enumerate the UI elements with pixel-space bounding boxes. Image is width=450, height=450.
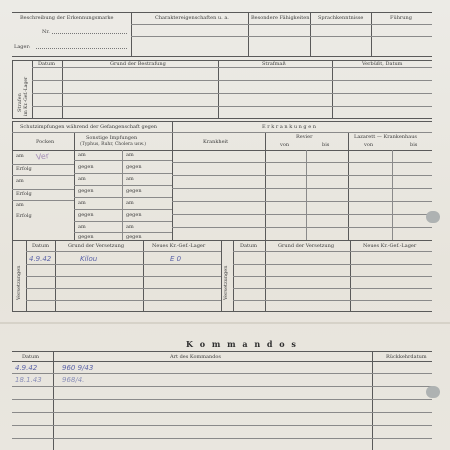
other-against-3b: gegen [126,212,142,218]
command-row-2-type: 968/4. [62,376,85,384]
header-character-label: Charaktereigenschaften u. a. [155,15,229,21]
vaccinations-heading: Schutzimpfungen während der Gefangenschaft gegen [20,124,158,130]
other-date-1b: am [126,152,134,158]
smallpox-result-1: Erfolg [16,166,32,172]
commands-title: K o m m a n d o s [186,339,298,349]
transfers-date-header-left: Datum [32,243,49,249]
transfers-reason-header-left: Grund der Versetzung [68,243,125,249]
command-row-1-date: 4.9.42 [15,364,38,372]
transfer-entry-newcamp: E 0 [170,255,182,263]
transfer-entry-date: 4.9.42 [29,255,52,263]
other-date-2b: am [126,176,134,182]
other-date-1: am [78,152,86,158]
punishments-reason-header: Grund der Bestrafung [110,61,166,67]
command-row-1-type: 960 9/43 [62,364,94,372]
other-date-4b: am [126,224,134,230]
header-description-label: Beschreibung der Erkennungsmarke [20,15,114,21]
illnesses-heading: E r k r a n k u n g e n [262,124,316,130]
infirmary-header: Revier [296,134,313,140]
punishments-measure-header: Strafmaß [262,61,286,67]
tag-number-label: Nr. [42,29,50,35]
commands-date-header: Datum [22,354,39,360]
commands-type-header: Art des Kommandos [170,354,221,360]
other-against-2: gegen [78,188,94,194]
punch-hole-top [426,211,440,223]
punishments-date-header: Datum [38,61,55,67]
header-skills-label: Besondere Fähigkeiten [251,15,310,21]
punishments-served-header: Verbüßt, Datum [362,61,403,67]
illness-header: Krankheit [203,139,229,145]
other-date-3b: am [126,200,134,206]
command-row-2-date: 18.1.43 [15,376,42,384]
punishments-side-sublabel: im Kr.-Gef.-Lager [24,76,29,116]
smallpox-header: Pocken [36,139,55,145]
transfers-side-label-left: Versetzungen [16,265,22,300]
other-vaccinations-header: Sonstige Impfungen [86,135,138,141]
other-date-3: am [78,200,86,206]
other-against-2b: gegen [126,188,142,194]
smallpox-result-3: Erfolg [16,213,32,219]
transfers-newcamp-header-right: Neues Kr.-Gef.-Lager [363,243,417,249]
hospital-header: Lazarett — Krankenhaus [354,134,417,140]
other-date-2: am [78,176,86,182]
smallpox-result-2: Erfolg [16,191,32,197]
paper-fold [0,322,450,324]
faded-stamp: Ver [35,151,50,162]
other-vaccinations-subheader: (Typhus, Ruhr, Cholera usw.) [80,142,146,147]
punch-hole-bottom [426,386,440,398]
infirmary-to: bis [322,142,330,148]
other-against-4b: gegen [126,234,142,240]
camp-label: Lager: [14,44,31,50]
other-against-1: gegen [78,164,94,170]
smallpox-date-2: am [16,178,24,184]
transfers-reason-header-right: Grund der Versetzung [278,243,335,249]
other-against-4: gegen [78,234,94,240]
transfers-newcamp-header-left: Neues Kr.-Gef.-Lager [152,243,206,249]
punishments-side-label: Strafen [17,93,23,112]
header-languages-label: Sprachkenntnisse [318,15,364,21]
hospital-from: von [364,142,374,148]
infirmary-from: von [280,142,290,148]
other-date-4: am [78,224,86,230]
other-against-3: gegen [78,212,94,218]
hospital-to: bis [410,142,418,148]
smallpox-date-1: am [16,153,24,159]
smallpox-date-3: am [16,202,24,208]
header-conduct-label: Führung [390,15,412,21]
transfers-date-header-right: Datum [240,243,257,249]
other-against-1b: gegen [126,164,142,170]
transfer-entry-reason: Kilou [80,255,98,263]
commands-return-header: Rückkehrdatum [386,354,427,360]
transfers-side-label-right: Versetzungen [223,265,229,300]
